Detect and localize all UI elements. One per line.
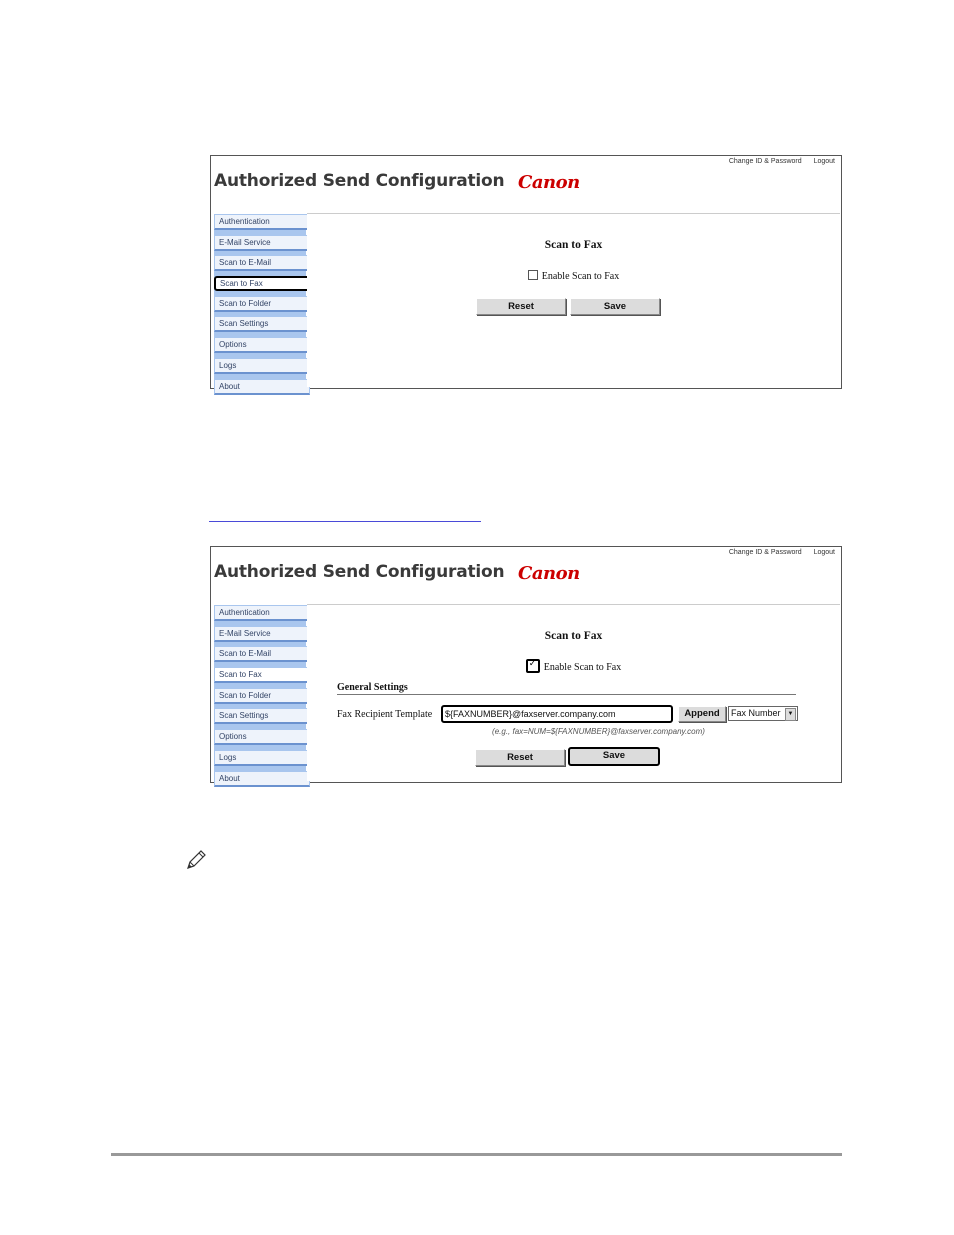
main-content xyxy=(307,213,840,387)
fax-number-select[interactable] xyxy=(728,706,798,721)
top-links xyxy=(719,158,835,165)
fax-recipient-template-label: Fax Recipient Template xyxy=(337,709,433,720)
general-settings-heading: General Settings xyxy=(337,682,796,695)
link-underline[interactable] xyxy=(209,521,481,522)
sidebar-item-logs[interactable]: Logs xyxy=(214,750,310,766)
fax-recipient-template-input[interactable]: ${FAXNUMBER}@faxserver.company.com xyxy=(441,705,673,723)
app-title: Authorized Send Configuration xyxy=(214,562,505,582)
footer-rule xyxy=(111,1153,842,1156)
enable-scan-to-fax-checkbox[interactable] xyxy=(526,659,540,673)
sidebar-item-email-service[interactable]: E-Mail Service xyxy=(214,626,310,642)
top-links xyxy=(719,549,835,556)
screenshot-scan-to-fax-enabled xyxy=(210,546,842,783)
canon-logo: Canon xyxy=(518,563,580,584)
main-content xyxy=(307,604,840,781)
template-example-hint: (e.g., fax=NUM=${FAXNUMBER}@faxserver.company.com) xyxy=(492,727,705,736)
sidebar-item-scan-to-fax[interactable]: Scan to Fax xyxy=(214,276,312,291)
sidebar-item-authentication[interactable]: Authentication xyxy=(214,214,310,230)
sidebar-item-about[interactable]: About xyxy=(214,771,310,787)
sidebar-item-scan-to-fax[interactable]: Scan to Fax xyxy=(214,667,310,683)
app-title: Authorized Send Configuration xyxy=(214,171,505,191)
page-heading: Scan to Fax xyxy=(544,630,603,642)
sidebar-item-options[interactable]: Options xyxy=(214,337,310,353)
sidebar-item-options[interactable]: Options xyxy=(214,729,310,745)
reset-button[interactable]: Reset xyxy=(476,298,566,315)
logout-link[interactable]: Logout xyxy=(813,158,835,165)
change-id-password-link[interactable]: Change ID & Password xyxy=(728,158,802,165)
sidebar-item-scan-settings[interactable]: Scan Settings xyxy=(214,708,310,724)
sidebar-item-about[interactable]: About xyxy=(214,379,310,395)
logout-link[interactable]: Logout xyxy=(813,549,835,556)
fax-number-select-value: Fax Number xyxy=(731,708,781,718)
sidebar-item-scan-to-folder[interactable]: Scan to Folder xyxy=(214,688,310,704)
pencil-note-icon xyxy=(184,848,208,872)
chevron-down-icon[interactable]: ▼ xyxy=(785,708,796,721)
canon-logo: Canon xyxy=(518,172,580,193)
change-id-password-link[interactable]: Change ID & Password xyxy=(728,549,802,556)
enable-scan-to-fax-row xyxy=(307,659,840,673)
save-button[interactable]: Save xyxy=(568,747,660,766)
sidebar-item-scan-settings[interactable]: Scan Settings xyxy=(214,316,310,332)
sidebar-item-authentication[interactable]: Authentication xyxy=(214,605,310,621)
sidebar-item-logs[interactable]: Logs xyxy=(214,358,310,374)
sidebar-item-email-service[interactable]: E-Mail Service xyxy=(214,235,310,251)
page-heading: Scan to Fax xyxy=(544,239,603,251)
save-button[interactable]: Save xyxy=(570,298,660,315)
enable-scan-to-fax-label: Enable Scan to Fax xyxy=(541,271,620,282)
sidebar xyxy=(214,605,306,782)
sidebar-item-scan-to-email[interactable]: Scan to E-Mail xyxy=(214,255,310,271)
enable-scan-to-fax-label: Enable Scan to Fax xyxy=(543,662,622,673)
reset-button[interactable]: Reset xyxy=(475,749,565,766)
enable-scan-to-fax-row xyxy=(307,270,840,282)
screenshot-scan-to-fax-disabled xyxy=(210,155,842,389)
sidebar xyxy=(214,214,306,391)
sidebar-item-scan-to-email[interactable]: Scan to E-Mail xyxy=(214,646,310,662)
enable-scan-to-fax-checkbox[interactable] xyxy=(528,270,538,280)
append-button[interactable]: Append xyxy=(678,706,726,722)
sidebar-item-scan-to-folder[interactable]: Scan to Folder xyxy=(214,296,310,312)
